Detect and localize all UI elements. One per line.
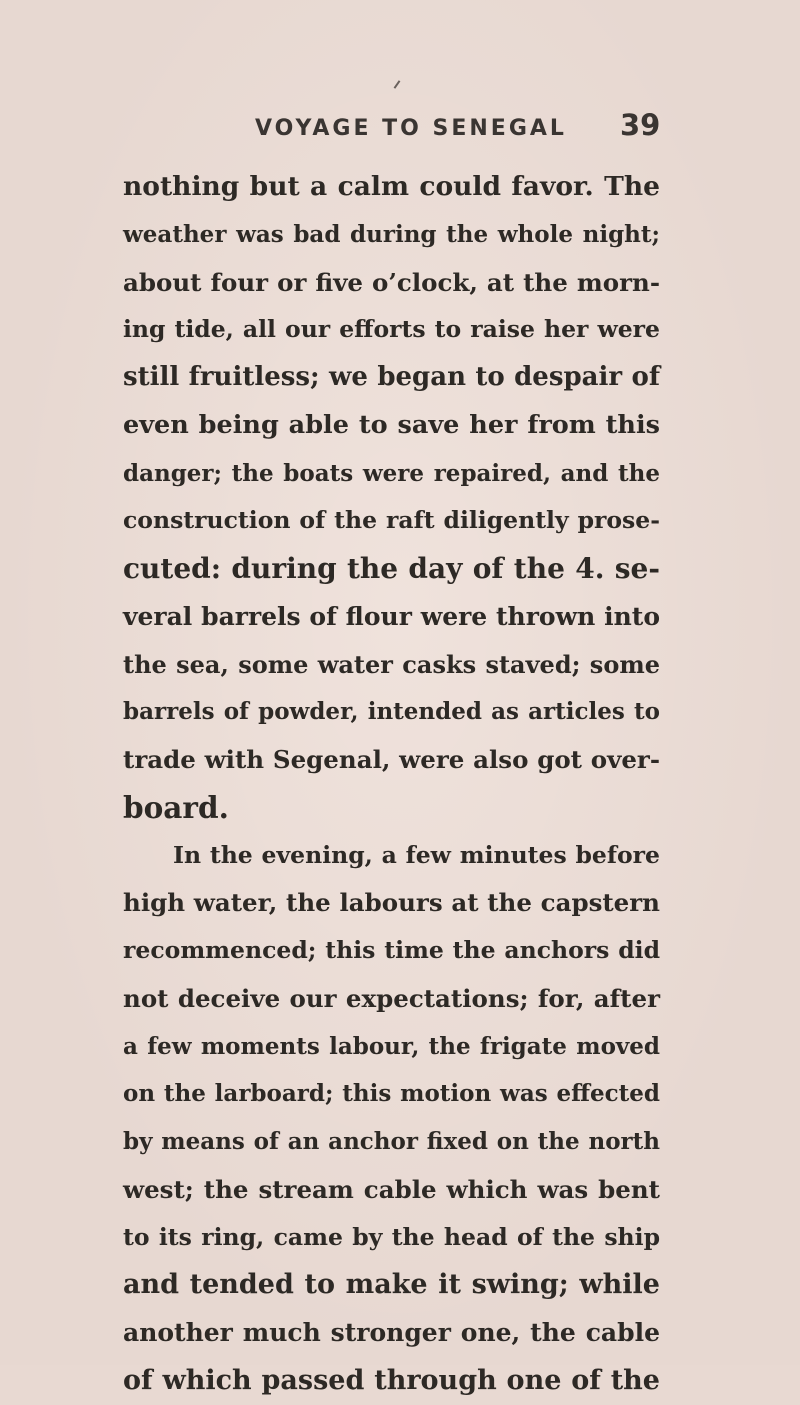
text-line: not deceive our expectations; for, after (123, 983, 660, 1013)
page-mark (394, 80, 401, 89)
text-line: trade with Segenal, were also got over- (123, 745, 660, 774)
text-line: the sea, some water casks staved; some (123, 649, 660, 679)
text-line: recommenced; this time the anchors did (123, 936, 660, 964)
text-line: barrels of powder, intended as articles to (123, 698, 660, 726)
body-text (123, 163, 660, 1405)
text-line: a few moments labour, the frigate moved (123, 1032, 660, 1060)
text-line: high water, the labours at the capstern (123, 888, 660, 918)
text-line: nothing but a calm could favor. The (123, 171, 660, 202)
page-number: 39 (620, 108, 661, 142)
text-line: danger; the boats were repaired, and the (123, 459, 660, 487)
text-line: by means of an anchor fixed on the north (123, 1128, 660, 1155)
text-line: weather was bad during the whole night; (123, 220, 660, 248)
text-line: of which passed through one of the (123, 1364, 660, 1396)
text-line: on the larboard; this motion was effected (123, 1080, 660, 1108)
paragraph-first-line: In the evening, a few minutes before (173, 840, 660, 869)
text-line: and tended to make it swing; while (123, 1269, 660, 1301)
text-line: construction of the raft diligently prose- (123, 506, 660, 535)
text-line: west; the stream cable which was bent (123, 1174, 660, 1204)
text-line: another much stronger one, the cable (123, 1318, 660, 1347)
text-line: ing tide, all our efforts to raise her were (123, 315, 660, 344)
page-header (0, 108, 800, 152)
text-line: still fruitless; we began to despair of (123, 362, 660, 392)
text-line: to its ring, came by the head of the ship (123, 1222, 660, 1251)
running-head: VOYAGE TO SENEGAL (255, 116, 567, 141)
text-line: even being able to save her from this (123, 409, 660, 440)
text-line: about four or five o’clock, at the morn- (123, 267, 660, 297)
text-line: veral barrels of flour were thrown into (123, 601, 660, 631)
text-line: cuted: during the day of the 4. se- (123, 552, 660, 585)
text-line: board. (123, 789, 229, 825)
